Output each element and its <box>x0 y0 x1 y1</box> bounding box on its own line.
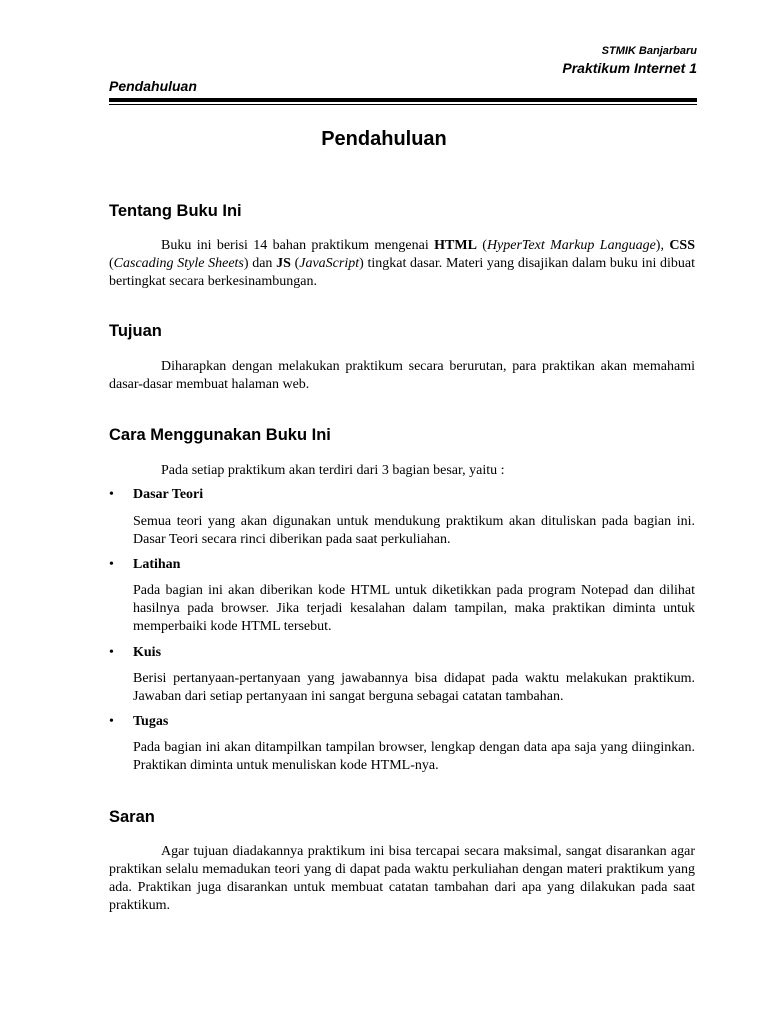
cara-intro-text: Pada setiap praktikum akan terdiri dari 3 bagian besar, yaitu : <box>161 463 505 478</box>
header-course: Praktikum Internet 1 <box>562 60 697 76</box>
bullet-latihan: • <box>109 557 114 572</box>
bullet-title-kuis: Kuis <box>133 645 162 660</box>
header-institution: STMIK Banjarbaru <box>601 45 697 57</box>
bullet-dasar-teori: • <box>109 487 114 502</box>
tentang-js: JS <box>276 256 291 271</box>
tentang-text-start: Buku ini berisi 14 bahan praktikum mengenai <box>161 238 429 253</box>
bullet-title-latihan: Latihan <box>133 557 181 572</box>
tentang-css: CSS <box>669 238 695 253</box>
tentang-html-full: HyperText Markup Language <box>486 238 656 253</box>
tujuan-text: Diharapkan dengan melakukan praktikum secara berurutan, para praktikan akan memahami dasar-dasar membuat halaman web. <box>109 359 695 392</box>
bullet-text-kuis: Berisi pertanyaan-pertanyaan yang jawabannya bisa didapat pada waktu melakukan praktikum. Jawaban dari setiap pertanyaan ini sangat berguna sebagai catatan tambahan. <box>133 671 695 704</box>
bullet-title-tugas: Tugas <box>133 714 169 729</box>
heading-tentang: Tentang Buku Ini <box>109 202 242 220</box>
tentang-js-full: JavaScript <box>299 256 360 271</box>
bullet-kuis: • <box>109 645 114 660</box>
tentang-text-end: tingkat dasar. Materi yang disajikan dalam buku ini dibuat bertingkat secara berkesinambungan. <box>109 256 696 289</box>
header-rule-thin <box>109 104 697 105</box>
heading-cara: Cara Menggunakan Buku Ini <box>109 426 331 444</box>
paragraph-tujuan <box>109 358 695 394</box>
heading-saran: Saran <box>109 808 155 826</box>
bullet-text-latihan: Pada bagian ini akan diberikan kode HTML untuk diketikkan pada program Notepad dan dilihat hasilnya pada browser. Jika terjadi kesalahan dalam tampilan, maka praktikan diminta untuk memperbaiki kode HTML tersebut. <box>133 583 695 634</box>
heading-tujuan: Tujuan <box>109 322 162 340</box>
paragraph-saran <box>109 843 695 915</box>
header-section: Pendahuluan <box>109 78 197 94</box>
bullet-text-dasar-teori: Semua teori yang akan digunakan untuk mendukung praktikum akan dituliskan pada bagian ini. Dasar Teori secara rinci diberikan pada saat perkuliahan. <box>133 514 695 547</box>
bullet-tugas: • <box>109 714 114 729</box>
paragraph-cara-intro <box>109 462 695 480</box>
header-rule-thick <box>109 98 697 102</box>
tentang-dan: dan <box>252 256 273 271</box>
page-title: Pendahuluan <box>321 128 447 150</box>
saran-text: Agar tujuan diadakannya praktikum ini bisa tercapai secara maksimal, sangat disarankan agar praktikan selalu memadukan teori yang di dapat pada waktu perkuliahan dengan materi praktikum yang ada. Praktikan juga disarankan untuk membuat catatan tambahan dari apa yang dilakukan pada saat praktikum. <box>109 844 695 913</box>
tentang-html: HTML <box>434 238 477 253</box>
bullet-title-dasar-teori: Dasar Teori <box>133 487 204 502</box>
tentang-css-full: Cascading Style Sheets <box>113 256 244 271</box>
paragraph-tentang: Buku ini berisi 14 bahan praktikum mengenai HTML (HyperText Markup Language), CSS (Cascading Style Sheets) dan JS (JavaScript) tingkat dasar. Materi yang disajikan dalam buku ini dibuat bertingkat secara berkesinambungan. <box>109 238 696 289</box>
bullet-text-tugas: Pada bagian ini akan ditampilkan tampilan browser, lengkap dengan data apa saja yang diinginkan. Praktikan diminta untuk menuliskan kode HTML-nya. <box>133 740 695 773</box>
